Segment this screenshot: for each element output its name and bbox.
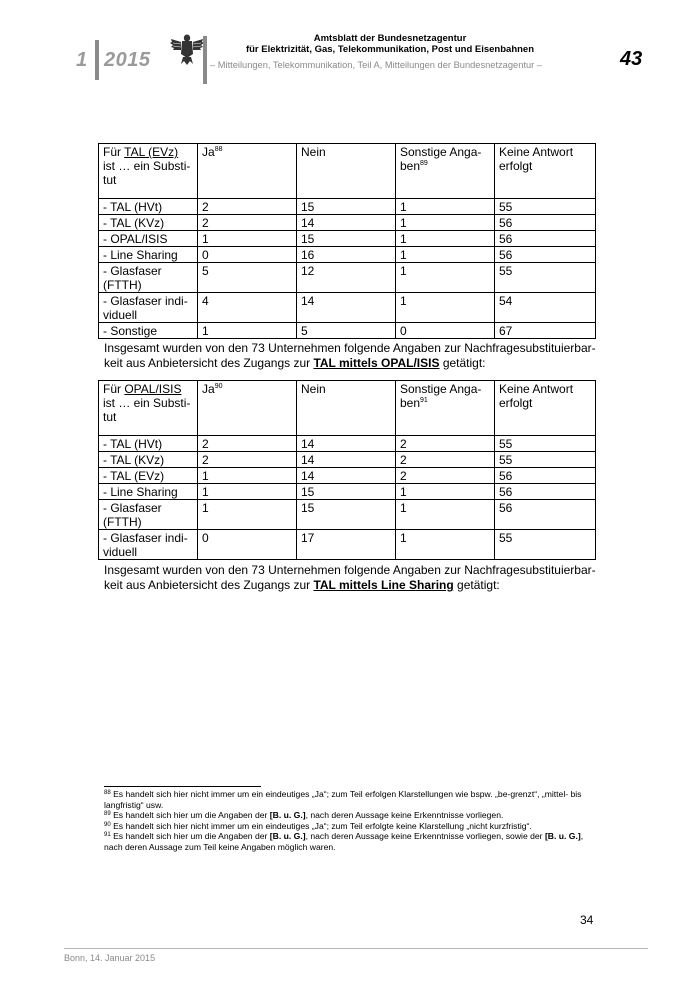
value-cell: 0 [198, 247, 297, 263]
header-subject: OPAL/ISIS [124, 382, 182, 396]
publication-subtitle: für Elektrizität, Gas, Telekommunikation, Post und Eisenbahnen [245, 44, 535, 55]
footer-divider [64, 948, 648, 949]
paragraph-emphasis: TAL mittels OPAL/ISIS [313, 356, 440, 370]
value-cell: 56 [495, 231, 596, 247]
footnote-number: 88 [104, 790, 111, 796]
footnote-number: 90 [104, 821, 111, 828]
table-row [99, 452, 596, 468]
header-cell [99, 144, 198, 199]
header-text: Ja [202, 145, 215, 159]
value-cell: 5 [198, 263, 297, 293]
header-cell [198, 144, 297, 199]
value-cell: 2 [396, 468, 495, 484]
table-row [99, 263, 596, 293]
federal-eagle-icon [170, 30, 204, 66]
value-cell: 2 [396, 436, 495, 452]
value-cell: 1 [396, 215, 495, 231]
value-cell: 16 [297, 247, 396, 263]
row-label-cell: - Glasfaser (FTTH) [99, 263, 198, 293]
row-label-cell: - Sonstige [99, 323, 198, 339]
page-number: 43 [620, 48, 643, 70]
value-cell: 55 [495, 452, 596, 468]
value-cell: 14 [297, 452, 396, 468]
issue-year: 2015 [104, 49, 151, 71]
header-cell [297, 381, 396, 436]
header-text: ist … ein Substi-tut [103, 396, 191, 424]
table-row [99, 199, 596, 215]
row-label-cell: - Line Sharing [99, 484, 198, 500]
value-cell: 1 [396, 231, 495, 247]
value-cell: 5 [297, 323, 396, 339]
value-cell: 55 [495, 530, 596, 560]
value-cell: 14 [297, 468, 396, 484]
row-label-cell: - TAL (EVz) [99, 468, 198, 484]
value-cell: 15 [297, 231, 396, 247]
footnote-text: Es handelt sich hier nicht immer um ein eindeutiges „Ja“; zum Teil erfolgte keine Klarstellung „nicht kurzfristig“. [110, 820, 532, 831]
publication-title: Amtsblatt der Bundesnetzagentur [313, 33, 467, 44]
value-cell: 15 [297, 199, 396, 215]
value-cell: 17 [297, 530, 396, 560]
footnote-text: , nach deren Aussage keine Erkenntnisse vorliegen, sowie der [305, 831, 545, 842]
footnote-number: 91 [104, 832, 111, 839]
value-cell: 55 [495, 199, 596, 215]
header-text: Keine Antwort erfolgt [499, 145, 574, 173]
table-body [99, 381, 596, 560]
value-cell: 1 [198, 484, 297, 500]
value-cell: 1 [396, 263, 495, 293]
value-cell: 56 [495, 215, 596, 231]
footnotes [104, 789, 599, 853]
table-row [99, 530, 596, 560]
table-body [99, 144, 596, 339]
paragraph-text: Insgesamt wurden von den 73 Unternehmen folgende Angaben zur Nachfragesubstituierbar-keit aus Anbietersicht des Zugangs zur [104, 563, 596, 592]
value-cell: 1 [396, 530, 495, 560]
header-text: Für [103, 145, 125, 159]
table-row [99, 323, 596, 339]
header-text: Ja [202, 382, 215, 396]
value-cell: 0 [396, 323, 495, 339]
header-divider [95, 40, 99, 80]
footnote-text: , nach deren Aussage keine Erkenntnisse vorliegen. [305, 810, 504, 821]
value-cell: 4 [198, 293, 297, 323]
paragraph-opal-isis [104, 341, 604, 371]
row-label-cell: - TAL (KVz) [99, 215, 198, 231]
paragraph-line-sharing [104, 563, 604, 593]
footnote-88 [104, 789, 599, 810]
footnote-text: Es handelt sich hier um die Angaben der [110, 810, 270, 821]
footnote-ref: 90 [214, 383, 223, 390]
header-divider [203, 36, 207, 84]
value-cell: 56 [495, 247, 596, 263]
value-cell: 2 [198, 436, 297, 452]
table-row [99, 468, 596, 484]
value-cell: 2 [396, 452, 495, 468]
value-cell: 1 [396, 484, 495, 500]
page-header [0, 0, 700, 90]
row-label-cell: - OPAL/ISIS [99, 231, 198, 247]
value-cell: 2 [198, 215, 297, 231]
value-cell: 2 [198, 452, 297, 468]
header-cell [396, 144, 495, 199]
issue-number: 1 [76, 49, 88, 71]
table-header-row [99, 144, 596, 199]
footnote-ref: 89 [420, 160, 428, 167]
value-cell: 55 [495, 436, 596, 452]
header-text: Nein [301, 145, 326, 159]
footnote-emphasis: [B. u. G.] [269, 831, 306, 842]
table-row [99, 436, 596, 452]
table-row [99, 247, 596, 263]
footnote-text: Es handelt sich hier um die Angaben der [110, 831, 270, 842]
footnote-ref: 88 [214, 146, 223, 153]
row-label-cell: - TAL (HVt) [99, 436, 198, 452]
table-row [99, 293, 596, 323]
row-label-cell: - Line Sharing [99, 247, 198, 263]
header-cell [99, 381, 198, 436]
table-row [99, 231, 596, 247]
header-text: Sonstige Anga-ben [400, 145, 482, 173]
table-header-row [99, 381, 596, 436]
value-cell: 2 [198, 199, 297, 215]
value-cell: 1 [396, 199, 495, 215]
value-cell: 1 [198, 468, 297, 484]
header-text: ist … ein Substi-tut [103, 159, 191, 187]
value-cell: 1 [396, 247, 495, 263]
value-cell: 15 [297, 500, 396, 530]
table-row [99, 484, 596, 500]
footnote-ref: 91 [420, 397, 428, 404]
header-subject: TAL (EVz) [124, 145, 179, 159]
row-label-cell: - Glasfaser indi-viduell [99, 530, 198, 560]
substitution-table-opal-isis [98, 380, 596, 560]
value-cell: 56 [495, 468, 596, 484]
header-text: Sonstige Anga-ben [400, 382, 482, 410]
publication-section: – Mitteilungen, Telekommunikation, Teil A, Mitteilungen der Bundesnetzagentur – [210, 60, 542, 70]
footnote-emphasis: [B. u. G.] [544, 831, 581, 842]
row-label-cell: - TAL (HVt) [99, 199, 198, 215]
value-cell: 67 [495, 323, 596, 339]
value-cell: 12 [297, 263, 396, 293]
value-cell: 1 [198, 231, 297, 247]
header-cell [297, 144, 396, 199]
value-cell: 54 [495, 293, 596, 323]
value-cell: 14 [297, 293, 396, 323]
table-row [99, 500, 596, 530]
header-text: Keine Antwort erfolgt [499, 382, 574, 410]
paragraph-emphasis: TAL mittels Line Sharing [313, 578, 454, 592]
header-cell [495, 144, 596, 199]
value-cell: 0 [198, 530, 297, 560]
value-cell: 56 [495, 500, 596, 530]
footnote-number: 89 [104, 811, 111, 818]
header-text: Für [103, 382, 125, 396]
value-cell: 1 [198, 323, 297, 339]
footnote-separator [104, 786, 261, 787]
value-cell: 1 [396, 500, 495, 530]
value-cell: 14 [297, 436, 396, 452]
header-cell [198, 381, 297, 436]
header-cell [396, 381, 495, 436]
value-cell: 55 [495, 263, 596, 293]
row-label-cell: - Glasfaser indi-viduell [99, 293, 198, 323]
header-cell [495, 381, 596, 436]
footnote-91 [104, 831, 599, 852]
paragraph-text: getätigt: [439, 356, 486, 370]
page-number-bottom: 34 [580, 913, 594, 927]
value-cell: 1 [396, 293, 495, 323]
value-cell: 1 [198, 500, 297, 530]
table-row [99, 215, 596, 231]
footnote-89 [104, 810, 599, 821]
substitution-table-tal-evz [98, 143, 596, 339]
paragraph-text: Insgesamt wurden von den 73 Unternehmen folgende Angaben zur Nachfragesubstituierbar-keit aus Anbietersicht des Zugangs zur [104, 341, 596, 370]
paragraph-text: getätigt: [453, 578, 500, 592]
header-text: Nein [301, 382, 326, 396]
footnote-text: Es handelt sich hier nicht immer um ein eindeutiges „Ja“; zum Teil erfolgen Klarstellungen wie bspw. „be-grenzt“, „mittel- bis langfristig“ usw. [104, 789, 582, 810]
row-label-cell: - TAL (KVz) [99, 452, 198, 468]
value-cell: 15 [297, 484, 396, 500]
footnote-text: , nach deren Aussage zum Teil keine Angaben möglich waren. [104, 831, 584, 852]
footnote-emphasis: [B. u. G.] [269, 810, 306, 821]
value-cell: 14 [297, 215, 396, 231]
row-label-cell: - Glasfaser (FTTH) [99, 500, 198, 530]
footer-place-date: Bonn, 14. Januar 2015 [64, 953, 156, 963]
footnote-90 [104, 821, 599, 832]
value-cell: 56 [495, 484, 596, 500]
